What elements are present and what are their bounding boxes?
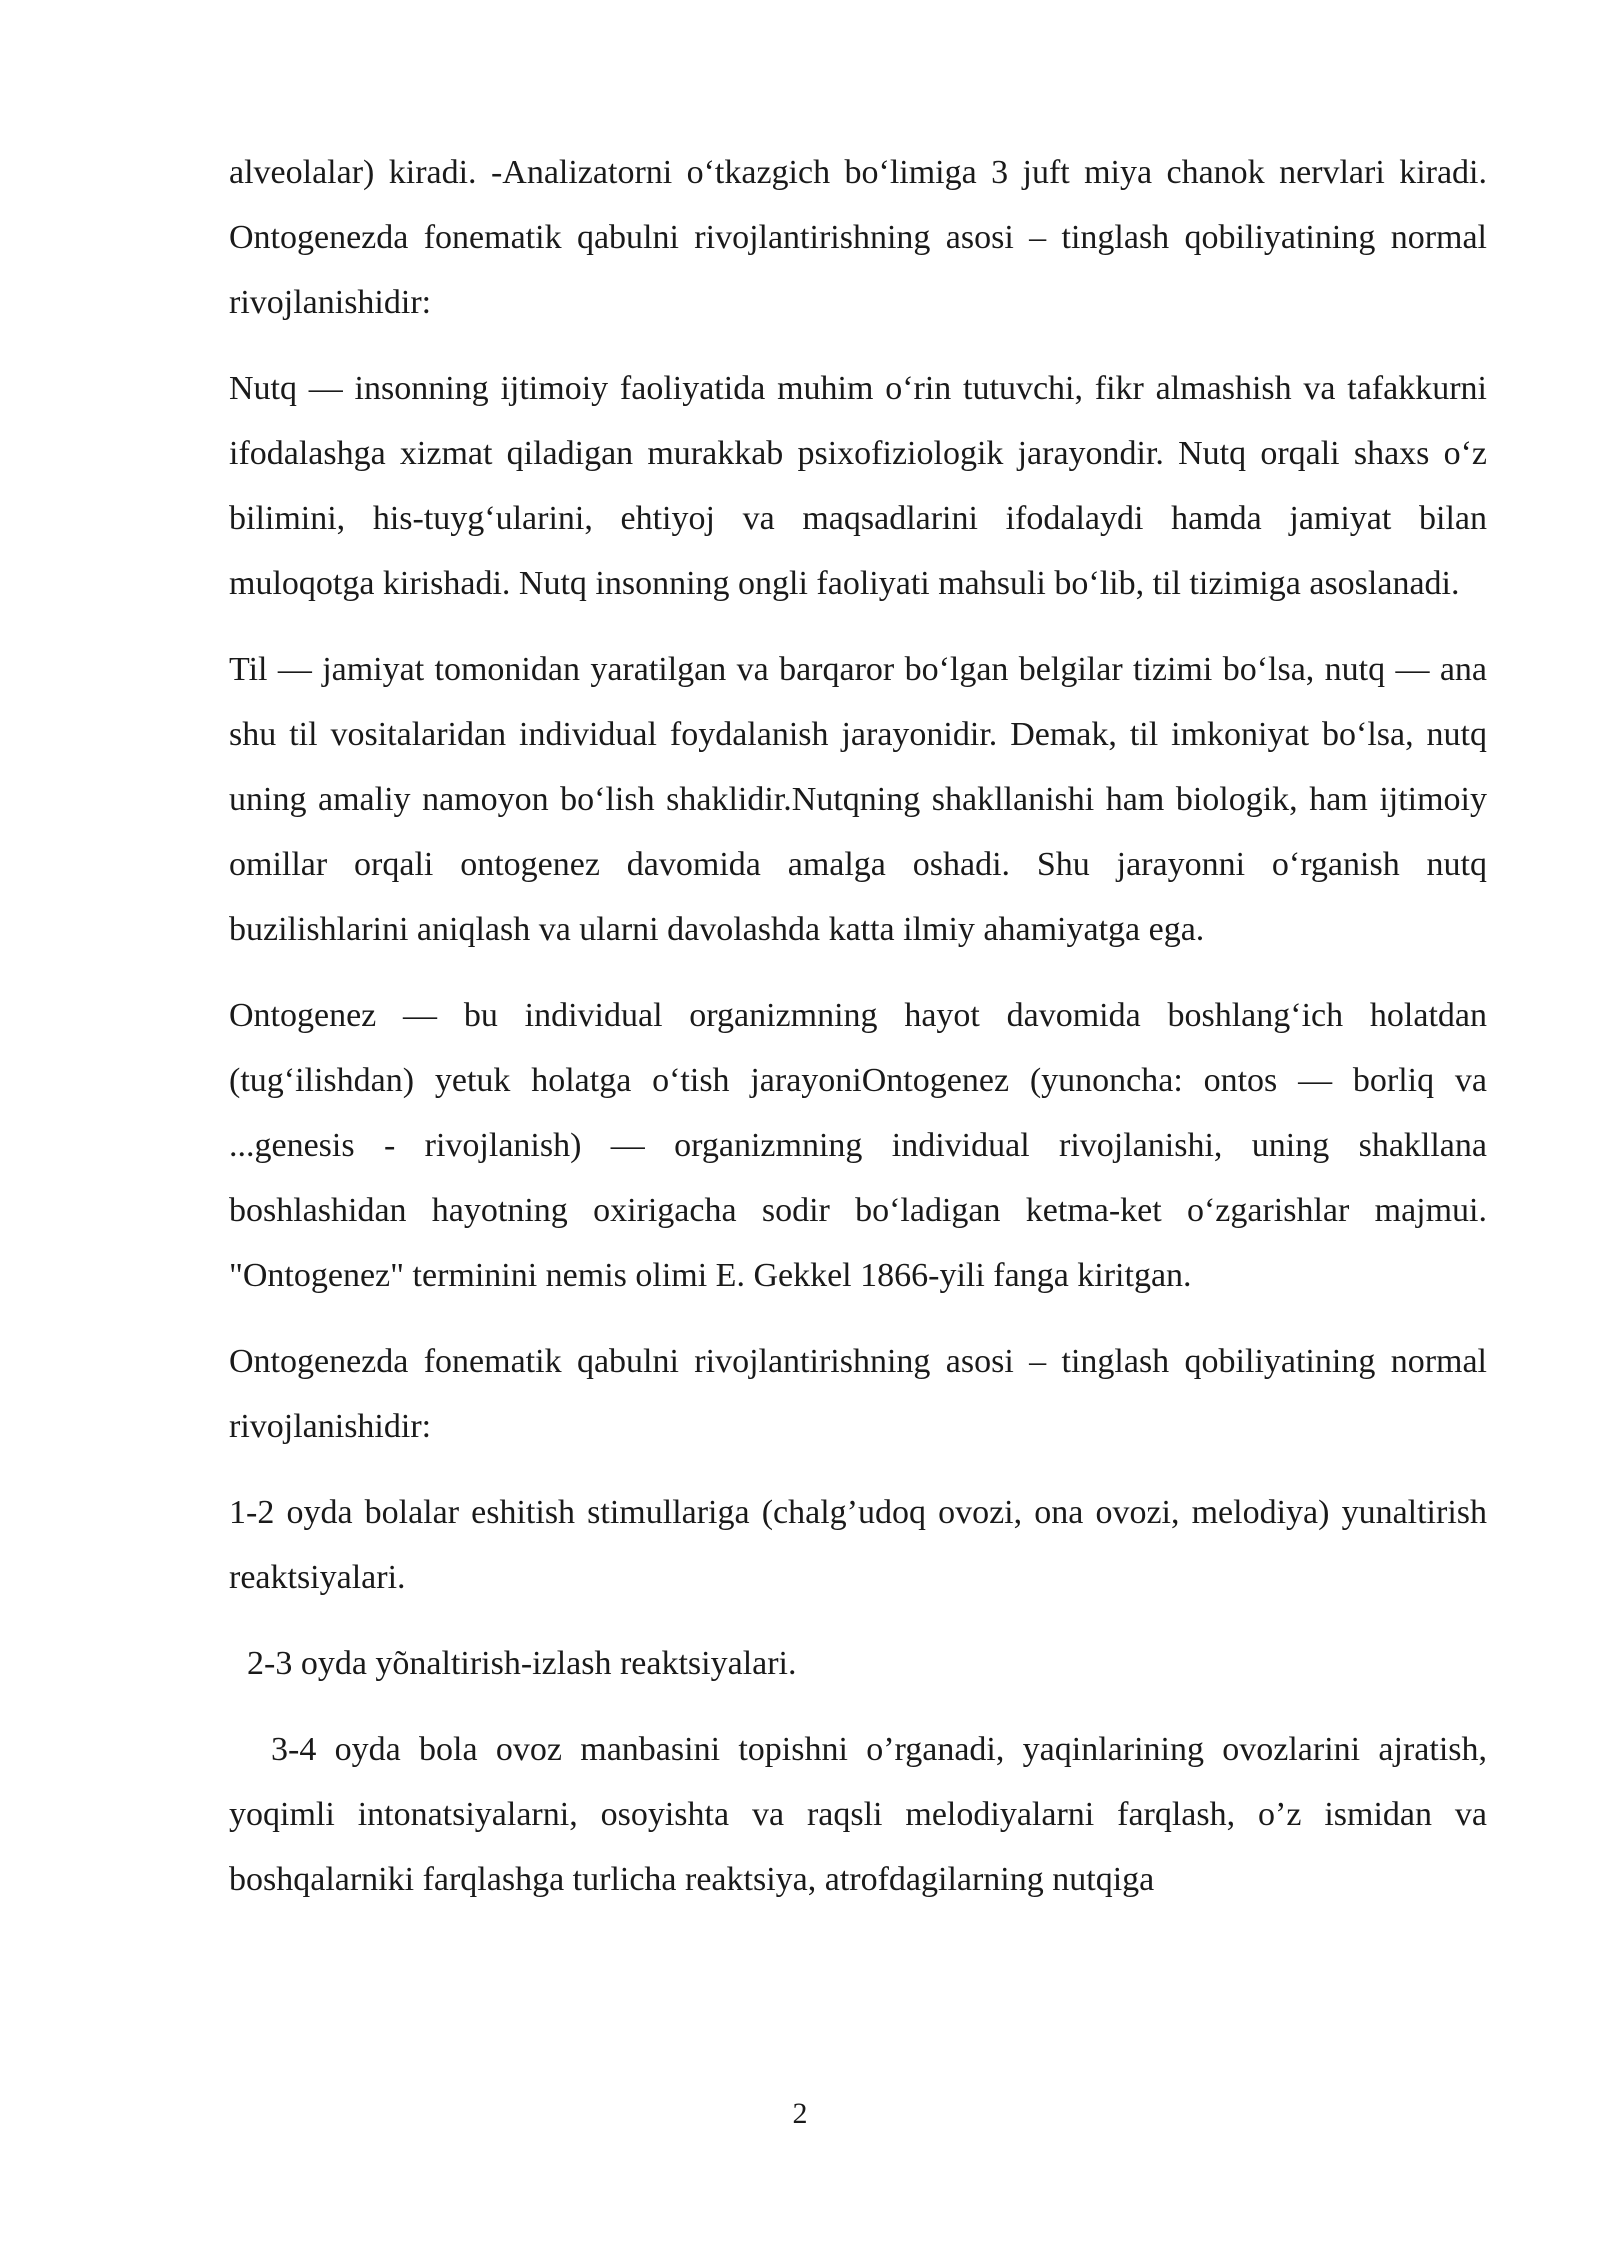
paragraph-stage-1-2-months: 1-2 oyda bolalar eshitish stimullariga (chalg’udoq ovozi, ona ovozi, melodiya) yunaltirish reaktsiyalari. bbox=[229, 1494, 1487, 1596]
paragraph-stage-3-4-months: 3-4 oyda bola ovoz manbasini topishni o’rganadi, yaqinlarining ovozlarini ajratish, yoqimli intonatsiyalarni, osoyishta va raqsli melodiyalarni farqlash, o’z ismidan va boshqalarniki farqlashga turlicha reaktsiya, atrofdagilarning nutqiga bbox=[229, 1731, 1487, 1898]
paragraph-stage-2-3-months: 2-3 oyda yõnaltirish-izlash reaktsiyalari. bbox=[247, 1645, 797, 1682]
document-body bbox=[229, 140, 1487, 1933]
page-number: 2 bbox=[792, 2097, 808, 2130]
paragraph-til-definition: Til — jamiyat tomonidan yaratilgan va barqaror bo‘lgan belgilar tizimi bo‘lsa, nutq — ana shu til vositalaridan individual foydalanish jarayonidir. Demak, til imkoniyat bo‘lsa, nutq uning amaliy namoyon bo‘lish shaklidir.Nutqning shakllanishi ham biologik, ham ijtimoiy omillar orqali ontogenez davomida amalga oshadi. Shu jarayonni o‘rganish nutq buzilishlarini aniqlash va ularni davolashda katta ilmiy ahamiyatga ega. bbox=[229, 651, 1487, 948]
paragraph-ontogenez-definition: Ontogenez — bu individual organizmning hayot davomida boshlang‘ich holatdan (tug‘ilishdan) yetuk holatga o‘tish jarayoniOntogenez (yunoncha: ontos — borliq va ...genesis - rivojlanish) — organizmning individual rivojlanishi, uning shakllana boshlashidan hayotning oxirigacha sodir bo‘ladigan ketma-ket o‘zgarishlar majmui. "Ontogenez" terminini nemis olimi E. Gekkel 1866-yili fanga kiritgan. bbox=[229, 997, 1487, 1294]
paragraph-phonematic-basis: Ontogenezda fonematik qabulni rivojlantirishning asosi – tinglash qobiliyatining normal rivojlanishidir: bbox=[229, 1343, 1487, 1445]
paragraph-analyzer: alveolalar) kiradi. -Analizatorni o‘tkazgich bo‘limiga 3 juft miya chanok nervlari kiradi. Ontogenezda fonematik qabulni rivojlantirishning asosi – tinglash qobiliyatining normal rivojlanishidir: bbox=[229, 154, 1487, 321]
paragraph-nutq-definition: Nutq — insonning ijtimoiy faoliyatida muhim o‘rin tutuvchi, fikr almashish va tafakkurni ifodalashga xizmat qiladigan murakkab psixofiziologik jarayondir. Nutq orqali shaxs o‘z bilimini, his-tuyg‘ularini, ehtiyoj va maqsadlarini ifodalaydi hamda jamiyat bilan muloqotga kirishadi. Nutq insonning ongli faoliyati mahsuli bo‘lib, til tizimiga asoslanadi. bbox=[229, 370, 1487, 602]
